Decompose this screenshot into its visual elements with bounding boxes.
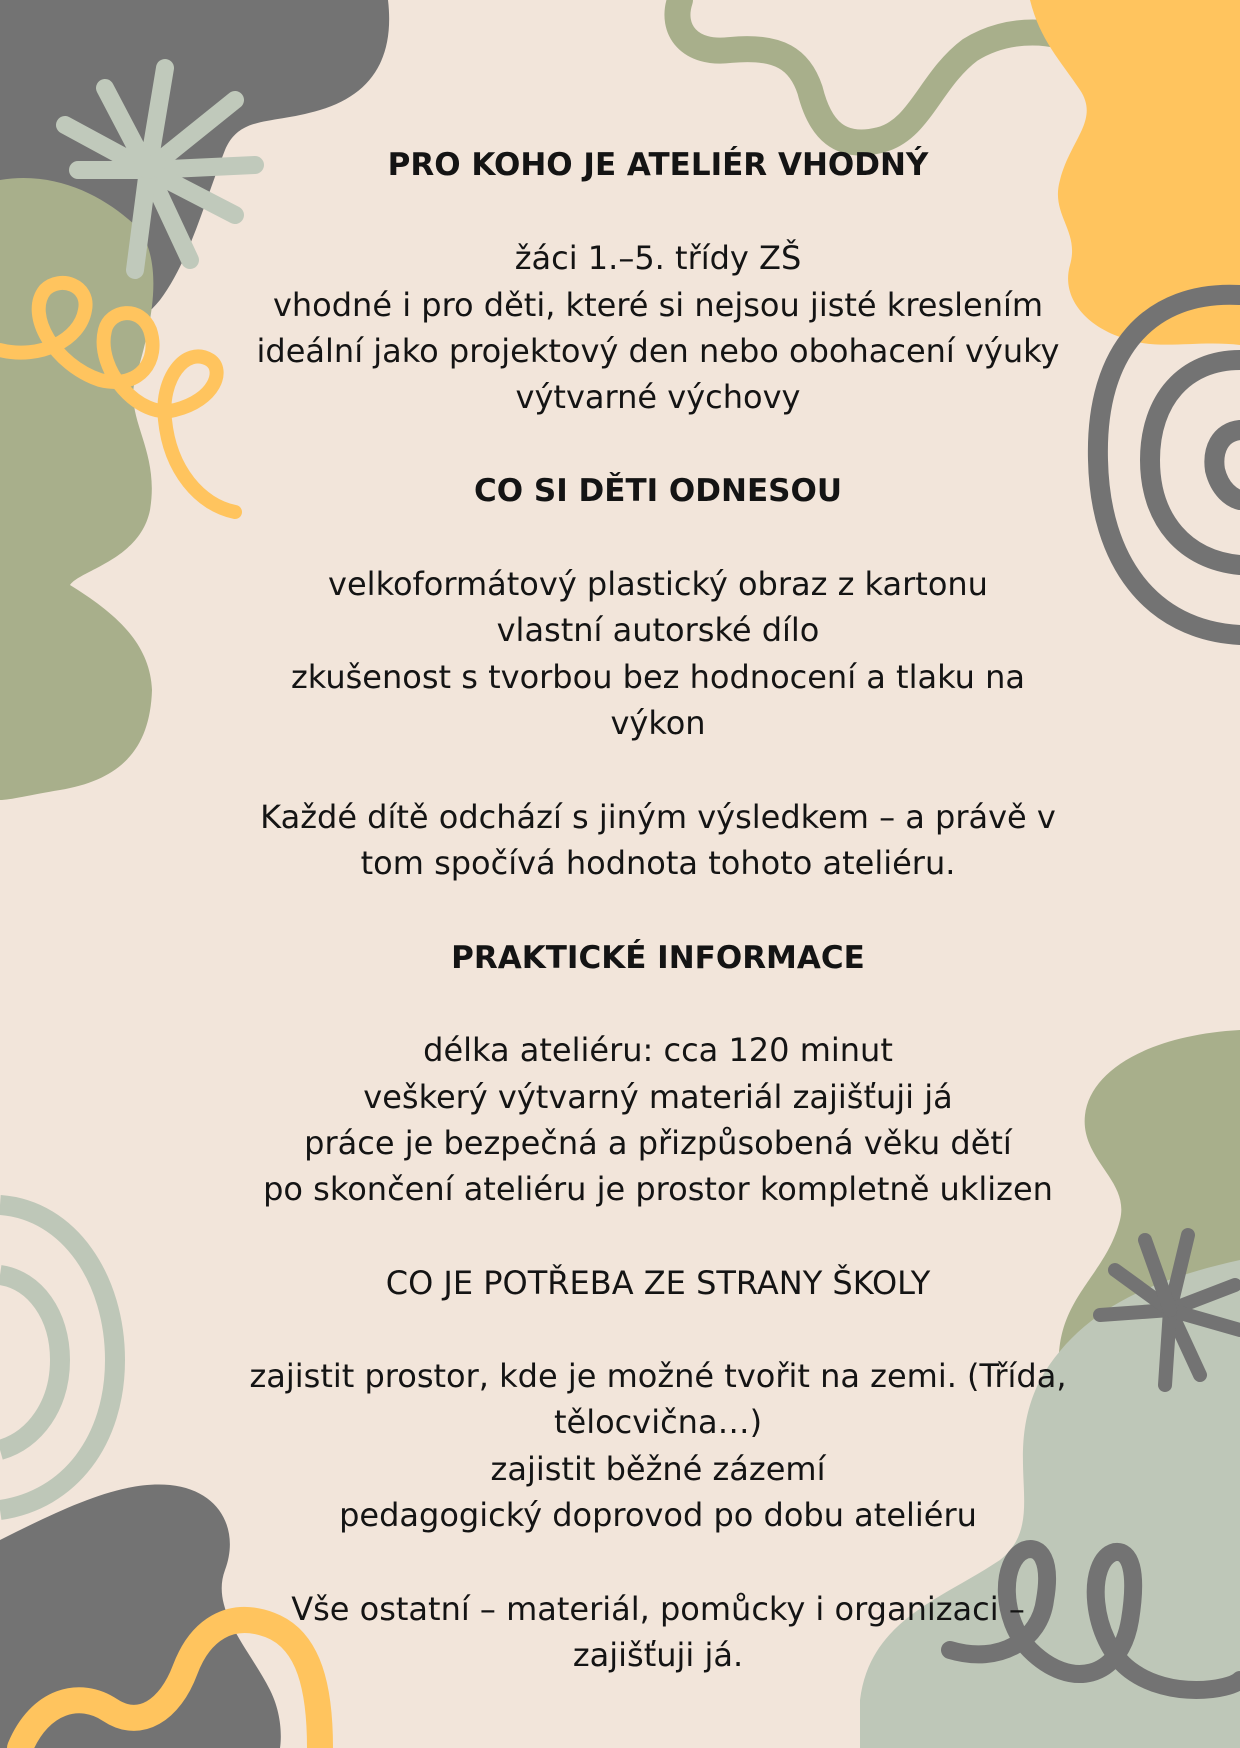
list-item: velkoformátový plastický obraz z kartonu <box>328 565 988 603</box>
closing-line: zajišťuji já. <box>572 1636 744 1674</box>
list-item: výkon <box>610 704 706 742</box>
section-heading-plain: CO JE POTŘEBA ZE STRANY ŠKOLY <box>385 1264 931 1302</box>
list-item: žáci 1.–5. třídy ZŠ <box>514 239 802 277</box>
dark-spiral-right-inner <box>1150 360 1240 565</box>
list-item: zajistit prostor, kde je možné tvořit na zemi. (Třída, <box>249 1357 1067 1395</box>
sage-ring-left-inner <box>0 1275 60 1450</box>
list-item: práce je bezpečná a přizpůsobená věku dětí <box>304 1124 1012 1162</box>
list-item: pedagogický doprovod po dobu ateliéru <box>339 1496 977 1534</box>
list-item: výtvarné výchovy <box>515 378 801 416</box>
section-heading: PRO KOHO JE ATELIÉR VHODNÝ <box>387 147 929 183</box>
list-item: tělocvična…) <box>553 1403 763 1441</box>
section-heading: PRAKTICKÉ INFORMACE <box>451 940 865 976</box>
list-item: vlastní autorské dílo <box>496 611 820 649</box>
list-item: zajistit běžné zázemí <box>490 1450 826 1488</box>
list-item: veškerý výtvarný materiál zajišťuji já <box>363 1078 953 1116</box>
list-item: vhodné i pro děti, které si nejsou jisté kreslením <box>272 286 1044 324</box>
list-item: zkušenost s tvorbou bez hodnocení a tlaku na <box>291 658 1025 696</box>
dark-spiral-right-core <box>1214 430 1240 500</box>
paragraph-line: Každé dítě odchází s jiným výsledkem – a právě v <box>260 798 1056 836</box>
closing-line: Vše ostatní – materiál, pomůcky i organizaci – <box>291 1590 1025 1628</box>
paragraph-line: tom spočívá hodnota tohoto ateliéru. <box>360 844 956 882</box>
list-item: ideální jako projektový den nebo obohacení výuky <box>256 332 1060 370</box>
section-heading: CO SI DĚTI ODNESOU <box>474 473 842 509</box>
list-item: délka ateliéru: cca 120 minut <box>423 1031 893 1069</box>
list-item: po skončení ateliéru je prostor kompletně uklizen <box>263 1170 1053 1208</box>
